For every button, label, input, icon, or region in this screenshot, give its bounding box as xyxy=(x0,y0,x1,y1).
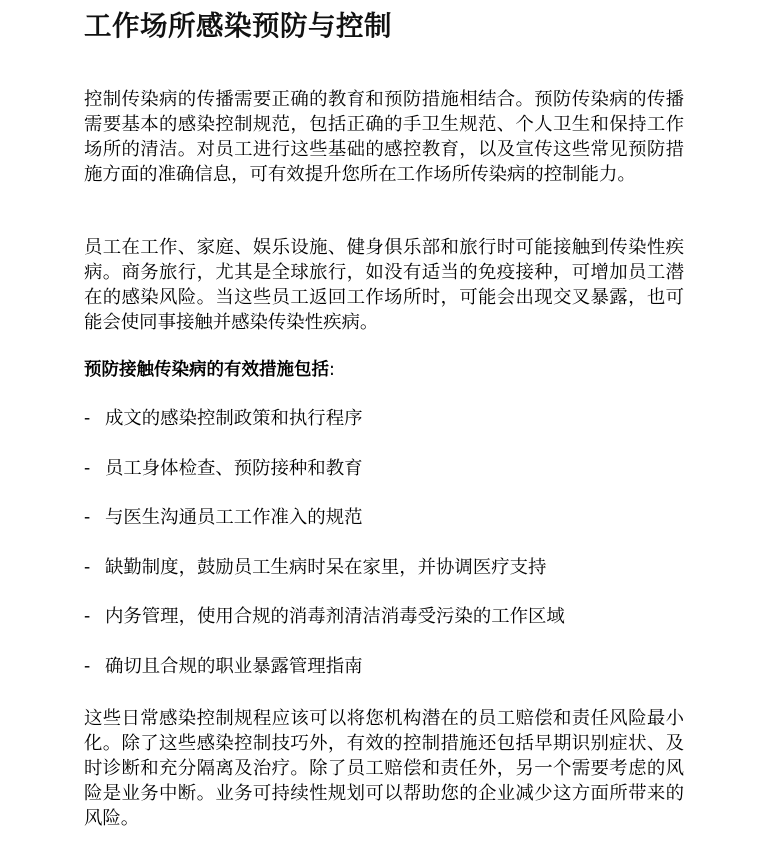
list-bullet: - xyxy=(84,507,91,528)
list-item xyxy=(84,654,565,679)
list-item-text: 与医生沟通员工工作准入的规范 xyxy=(105,507,363,528)
list-bullet: - xyxy=(84,457,91,479)
list-item xyxy=(84,406,565,431)
list-item xyxy=(84,505,565,530)
list-item-text: 成文的感染控制政策和执行程序 xyxy=(105,408,363,429)
measures-heading-text: 预防接触传染病的有效措施包括 xyxy=(84,360,329,380)
list-bullet: - xyxy=(84,556,91,578)
document-page xyxy=(84,0,684,829)
closing-paragraph: 这些日常感染控制规程应该可以将您机构潜在的员工赔偿和责任风险最小化。除了这些感染控制技巧外，有效的控制措施还包括早期识别症状、及时诊断和充分隔离及治疗。除了员工赔偿和责任外，另一个需要考虑的风险是业务中断。业务可持续性规划可以帮助您的企业减少这方面所带来的风险。 xyxy=(84,708,684,829)
exposure-paragraph: 员工在工作、家庭、娱乐设施、健身俱乐部和旅行时可能接触到传染性疾病。商务旅行，尤其是全球旅行，如没有适当的免疫接种，可增加员工潜在的感染风险。当这些员工返回工作场所时，可能会出现交叉暴露，也可能会使同事接触并感染传染性疾病。 xyxy=(84,237,684,333)
list-item xyxy=(84,604,565,629)
list-item xyxy=(84,456,565,481)
list-item-text: 员工身体检查、预防接种和教育 xyxy=(105,457,363,479)
list-item-text: 确切且合规的职业暴露管理指南 xyxy=(105,655,363,677)
list-bullet: - xyxy=(84,408,91,429)
list-item xyxy=(84,555,565,580)
list-bullet: - xyxy=(84,606,91,627)
intro-paragraph: 控制传染病的传播需要正确的教育和预防措施相结合。预防传染病的传播需要基本的感染控制规范，包括正确的手卫生规范、个人卫生和保持工作场所的清洁。对员工进行这些基础的感控教育，以及宣传这些常见预防措施方面的准确信息，可有效提升您所在工作场所传染病的控制能力。 xyxy=(84,89,684,185)
measures-list xyxy=(84,406,565,703)
page-title: 工作场所感染预防与控制 xyxy=(84,10,392,42)
measures-heading xyxy=(84,358,335,383)
list-item-text: 内务管理，使用合规的消毒剂清洁消毒受污染的工作区域 xyxy=(105,606,565,627)
measures-heading-colon: : xyxy=(329,360,335,380)
list-item-text: 缺勤制度，鼓励员工生病时呆在家里，并协调医疗支持 xyxy=(105,556,547,578)
list-bullet: - xyxy=(84,655,91,677)
